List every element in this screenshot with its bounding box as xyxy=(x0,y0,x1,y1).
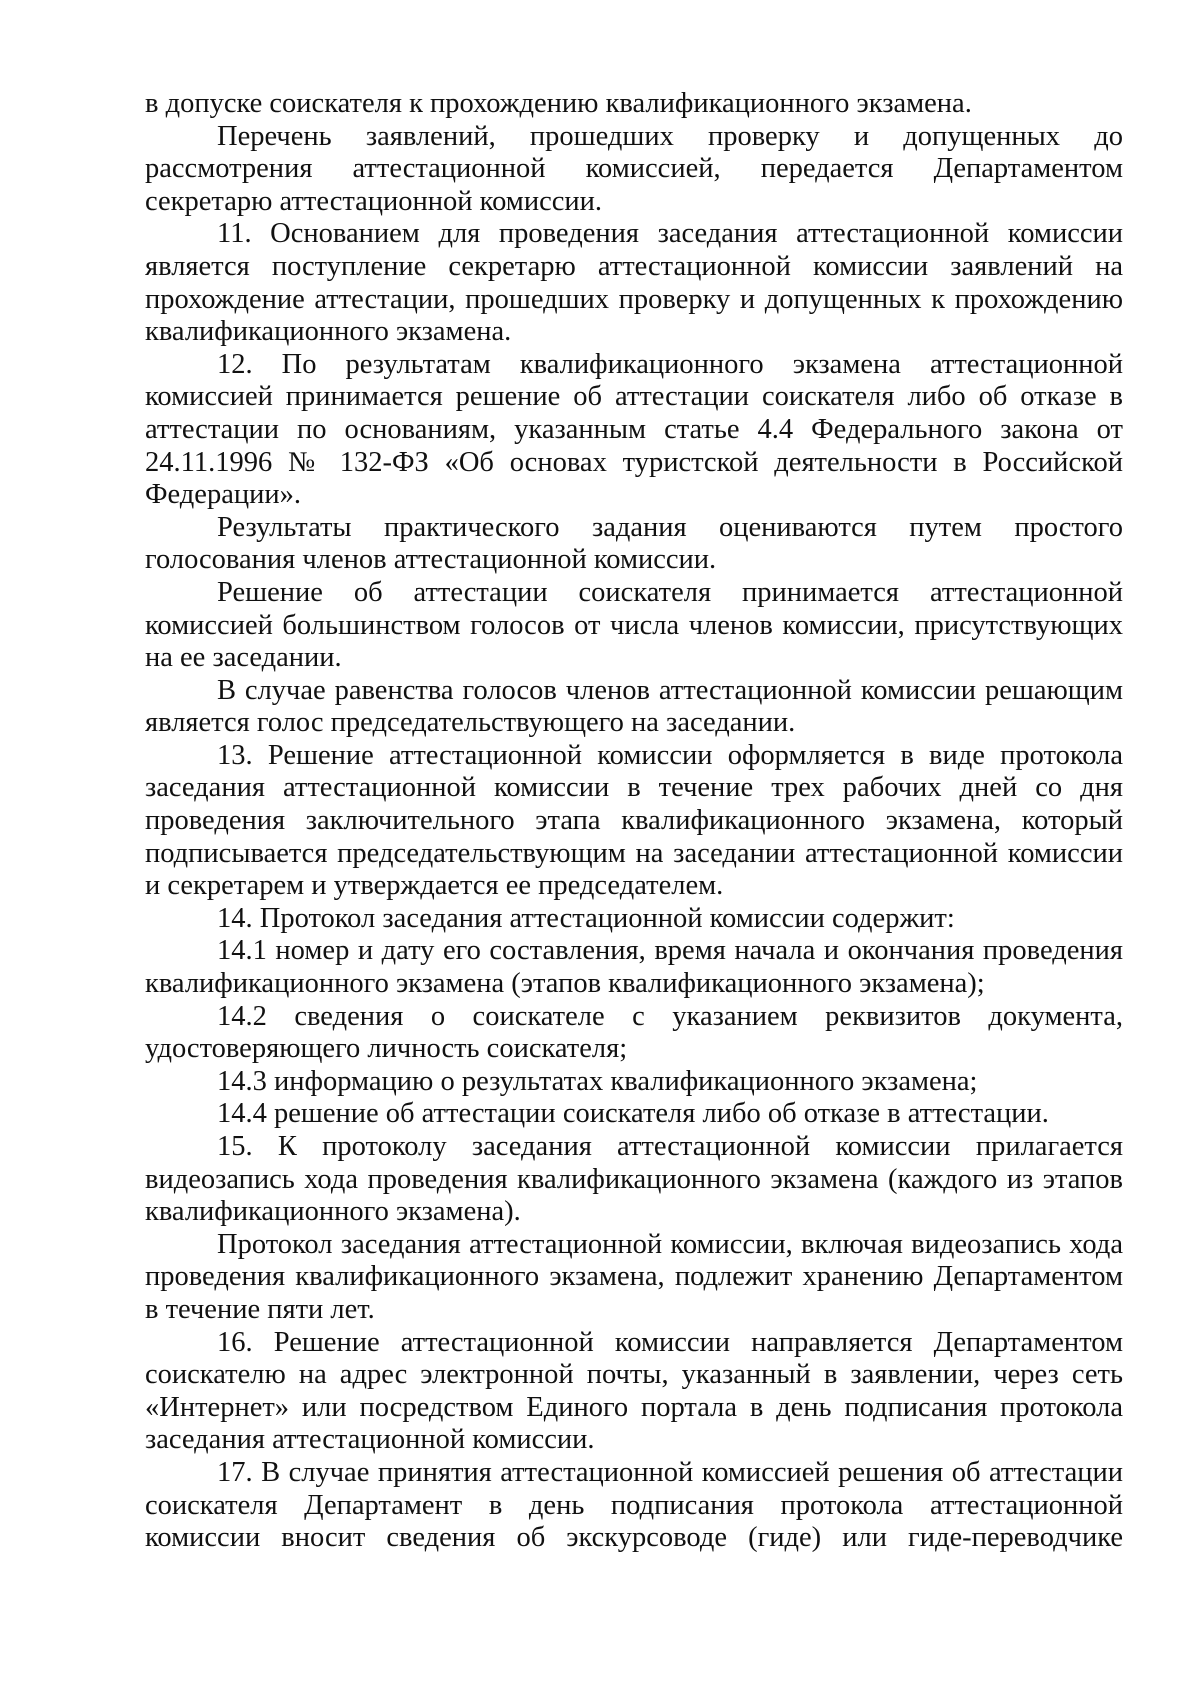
paragraph-protocol-storage: Протокол заседания аттестационной комиссии, включая видеозапись хода проведения квалификационного экзамена, подлежит хранению Департаментом в течение пяти лет. xyxy=(145,1228,1123,1325)
paragraph-tie-vote: В случае равенства голосов членов аттестационной комиссии решающим является голос председательствующего на заседании. xyxy=(145,674,1123,739)
paragraph-applications-list: Перечень заявлений, прошедших проверку и допущенных до рассмотрения аттестационной комиссией, передается Департаментом секретарю аттестационной комиссии. xyxy=(145,120,1123,217)
paragraph-12: 12. По результатам квалификационного экзамена аттестационной комиссией принимается решение об аттестации соискателя либо об отказе в аттестации по основаниям, указанным статье 4.4 Федерального закона от 24.11.1996 № 132-ФЗ «Об основах туристской деятельности в Российской Федерации». xyxy=(145,348,1123,511)
paragraph-14-4: 14.4 решение об аттестации соискателя либо об отказе в аттестации. xyxy=(217,1098,1049,1130)
paragraph-11: 11. Основанием для проведения заседания аттестационной комиссии является поступление секретарю аттестационной комиссии заявлений на прохождение аттестации, прошедших проверку и допущенных к прохождению квалификационного экзамена. xyxy=(145,218,1123,348)
paragraph-17: 17. В случае принятия аттестационной комиссией решения об аттестации соискателя Департамент в день подписания протокола аттестационной комиссии вносит сведения об экскурсоводе (гиде) или гиде-переводчике xyxy=(145,1456,1123,1554)
paragraph-16: 16. Решение аттестационной комиссии направляется Департаментом соискателю на адрес электронной почты, указанный в заявлении, через сеть «Интернет» или посредством Единого портала в день подписания протокола заседания аттестационной комиссии. xyxy=(145,1326,1123,1456)
paragraph-13: 13. Решение аттестационной комиссии оформляется в виде протокола заседания аттестационной комиссии в течение трех рабочих дней со дня проведения заключительного этапа квалификационного экзамена, который подписывается председательствующим на заседании аттестационной комиссии и секретарем и утверждается ее председателем. xyxy=(145,739,1123,902)
paragraph-practical-task-results: Результаты практического задания оцениваются путем простого голосования членов аттестационной комиссии. xyxy=(145,511,1123,576)
paragraph-admission-end: в допуске соискателя к прохождению квалификационного экзамена. xyxy=(145,88,972,119)
paragraph-14-2: 14.2 сведения о соискателе с указанием реквизитов документа, удостоверяющего личность соискателя; xyxy=(145,1000,1123,1065)
paragraph-14: 14. Протокол заседания аттестационной комиссии содержит: xyxy=(217,902,955,934)
paragraph-majority-decision: Решение об аттестации соискателя принимается аттестационной комиссией большинством голосов от числа членов комиссии, присутствующих на ее заседании. xyxy=(145,576,1123,674)
document-page xyxy=(145,88,1123,1555)
paragraph-14-1: 14.1 номер и дату его составления, время начала и окончания проведения квалификационного экзамена (этапов квалификационного экзамена); xyxy=(145,935,1123,1000)
paragraph-14-3: 14.3 информацию о результатах квалификационного экзамена; xyxy=(217,1065,978,1097)
paragraph-15: 15. К протоколу заседания аттестационной комиссии прилагается видеозапись хода проведения квалификационного экзамена (каждого из этапов квалификационного экзамена). xyxy=(145,1131,1123,1228)
